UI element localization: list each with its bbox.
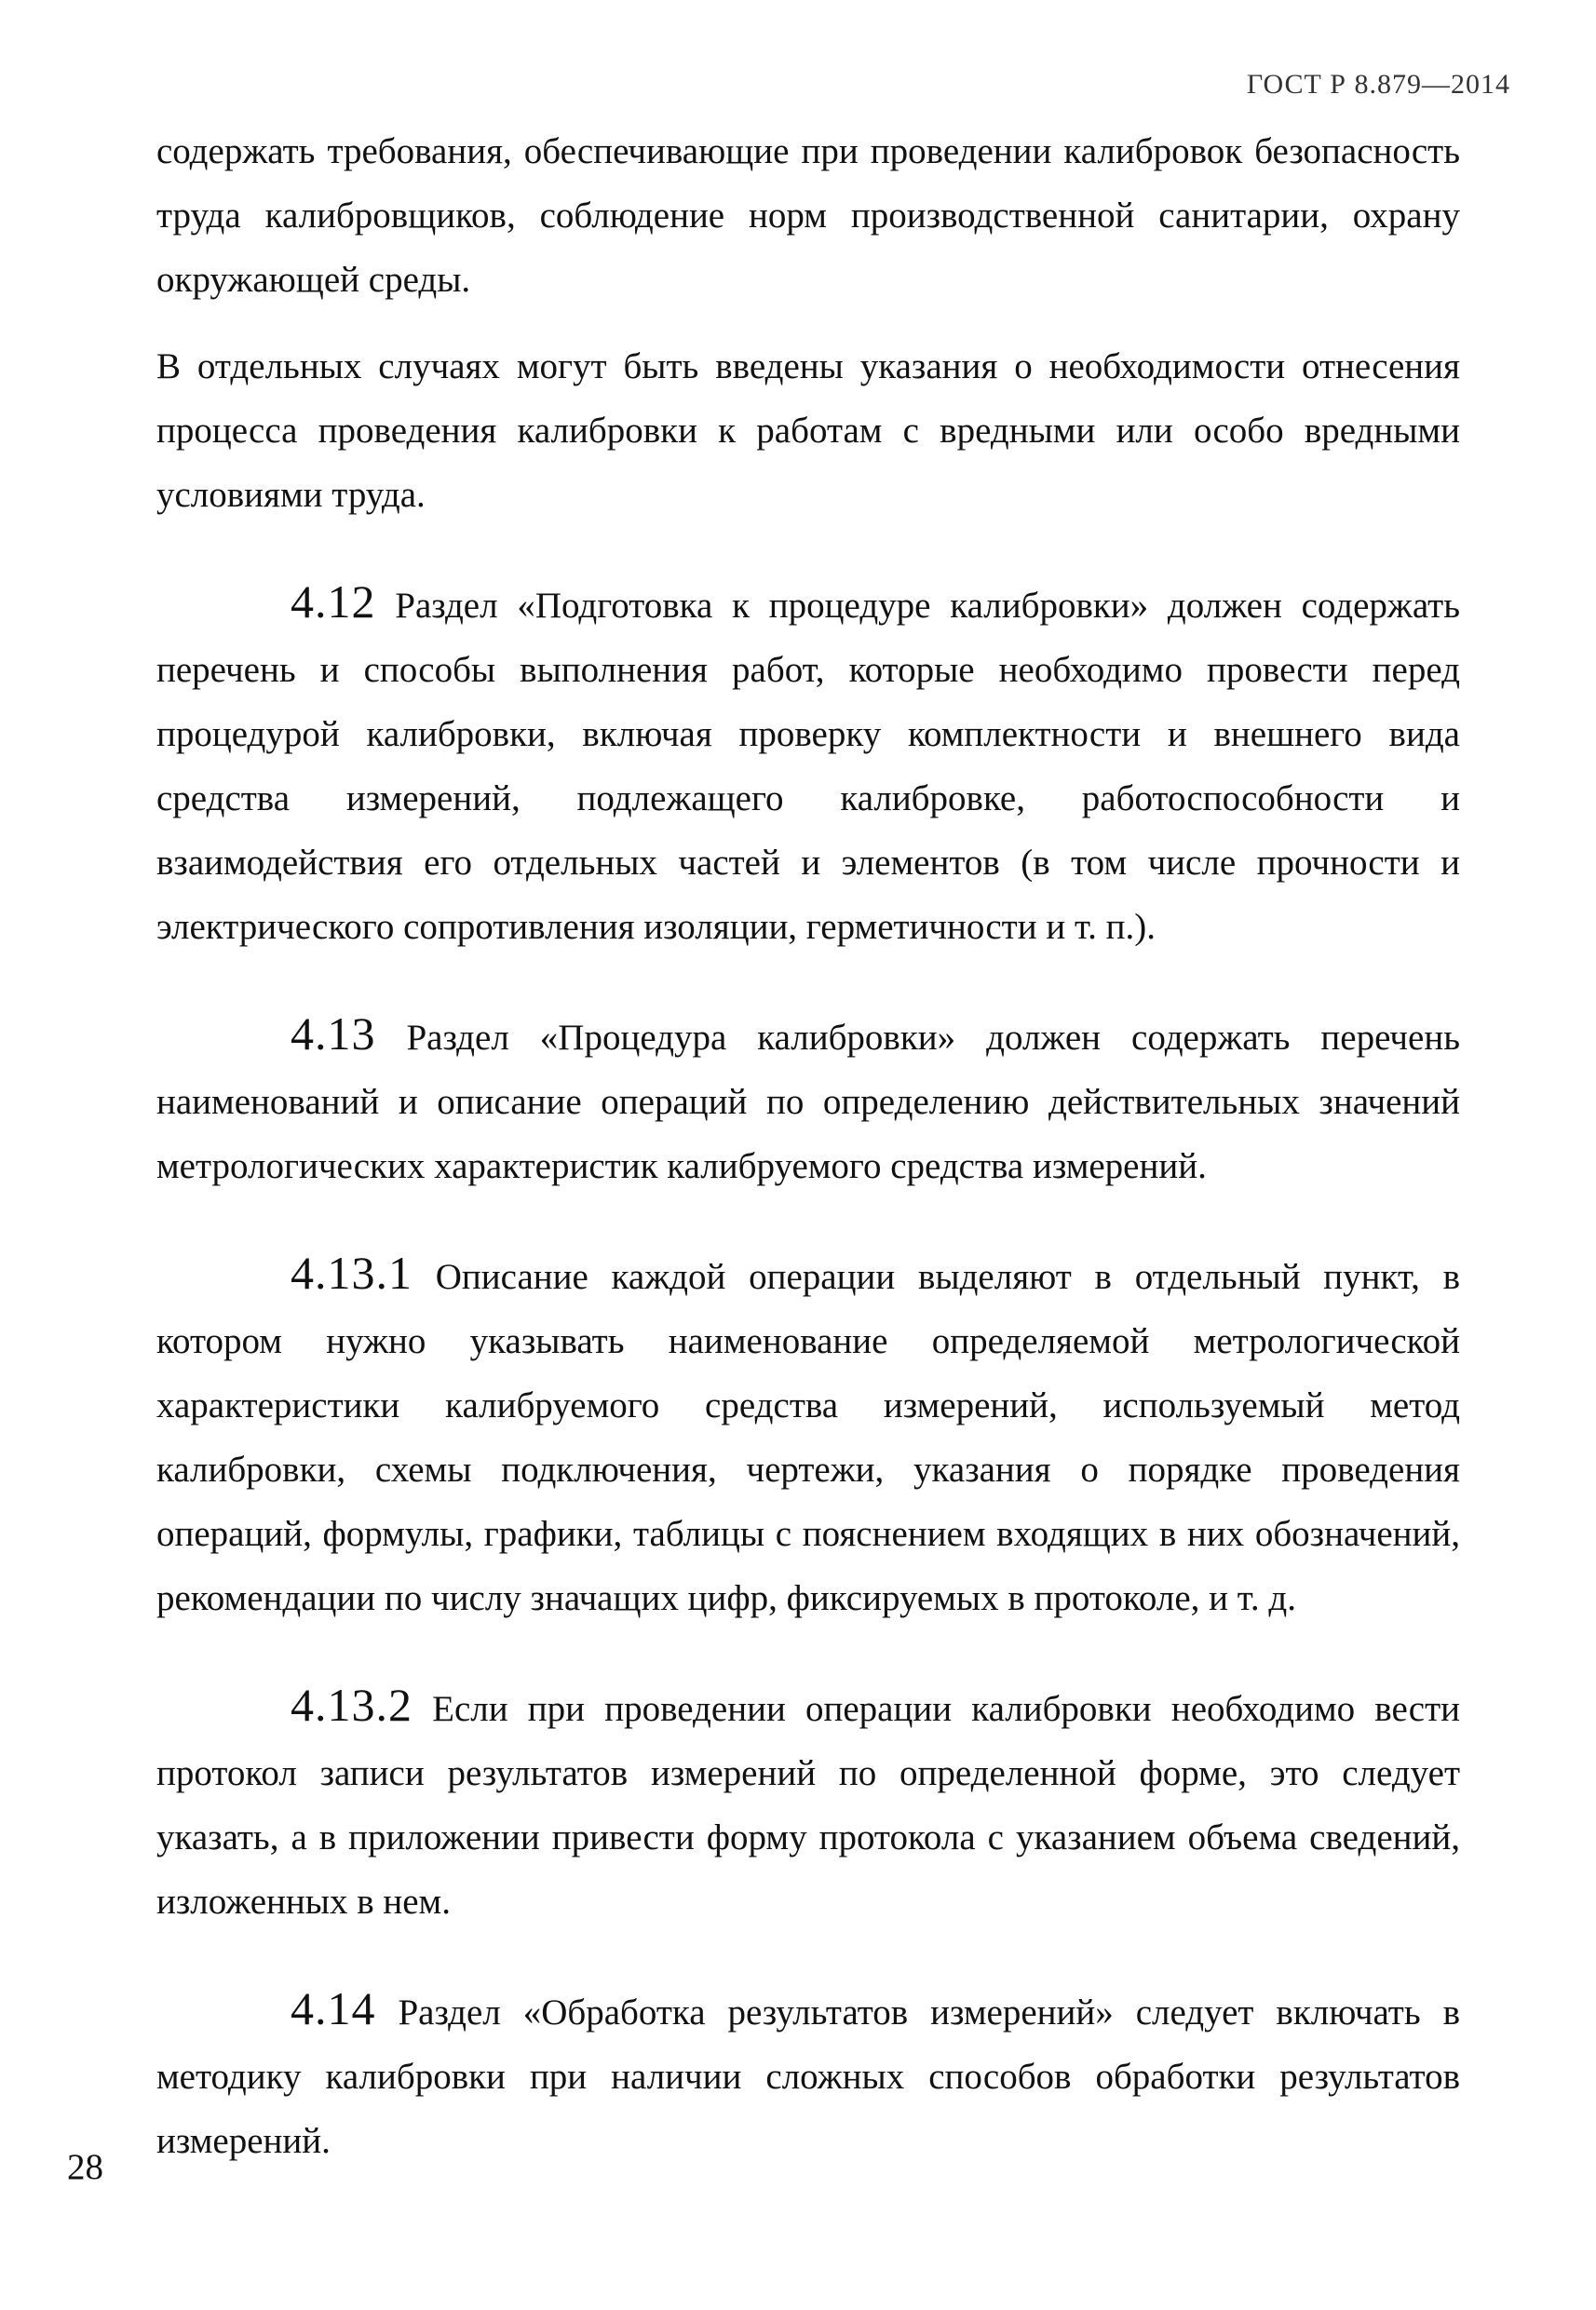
section-number: 4.13 <box>291 1007 376 1060</box>
section-number: 4.13.1 <box>291 1247 413 1299</box>
paragraph-continuation <box>156 119 1460 312</box>
section-4-13 <box>156 1002 1460 1198</box>
section-number: 4.12 <box>291 575 376 628</box>
section-4-13-2 <box>156 1673 1460 1934</box>
paragraph-text: В отдельных случаях могут быть введены указания о необходимости отнесения процесса проведения калибровки к работам с вредными или особо вредными условиями труда. <box>156 346 1460 515</box>
section-4-12 <box>156 570 1460 959</box>
section-4-14 <box>156 1977 1460 2173</box>
page-number: 28 <box>67 2147 103 2187</box>
document-body <box>156 119 1460 2173</box>
paragraph-harmful-conditions <box>156 334 1460 527</box>
section-number: 4.14 <box>291 1982 376 2034</box>
section-4-13-1 <box>156 1241 1460 1630</box>
section-number: 4.13.2 <box>291 1679 413 1731</box>
section-text: Описание каждой операции выделяют в отдельный пункт, в котором нужно указывать наименование определяемой метрологической характеристики калибруемого средства измерений, используемый метод калибровки, схемы подключения, чертежи, указания о порядке проведения операций, формулы, графики, таблицы с пояснением входящих в них обозначений, рекомендации по числу значащих цифр, фиксируемых в протоколе, и т. д. <box>156 1257 1460 1618</box>
section-text: Раздел «Подготовка к процедуре калибровки» должен содержать перечень и способы выполнения работ, которые необходимо провести перед процедурой калибровки, включая проверку комплектности и внешнего вида средства измерений, подлежащего калибровке, работоспособности и взаимодействия его отдельных частей и элементов (в том числе прочности и электрического сопротивления изоляции, герметичности и т. п.). <box>156 586 1461 947</box>
standard-code-header: ГОСТ Р 8.879—2014 <box>1246 69 1510 100</box>
paragraph-text: содержать требования, обеспечивающие при проведении калибровок безопасность труда калибровщиков, соблюдение норм производственной санитарии, охрану окружающей среды. <box>156 131 1460 300</box>
section-text: Если при проведении операции калибровки необходимо вести протокол записи результатов измерений по определенной форме, это следует указать, а в приложении привести форму протокола с указанием объема сведений, изложенных в нем. <box>156 1689 1461 1922</box>
section-text: Раздел «Обработка результатов измерений» следует включать в методику калибровки при наличии сложных способов обработки результатов измерений. <box>156 1993 1460 2161</box>
section-text: Раздел «Процедура калибровки» должен содержать перечень наименований и описание операций по определению действительных значений метрологических характеристик калибруемого средства измерений. <box>156 1018 1461 1186</box>
